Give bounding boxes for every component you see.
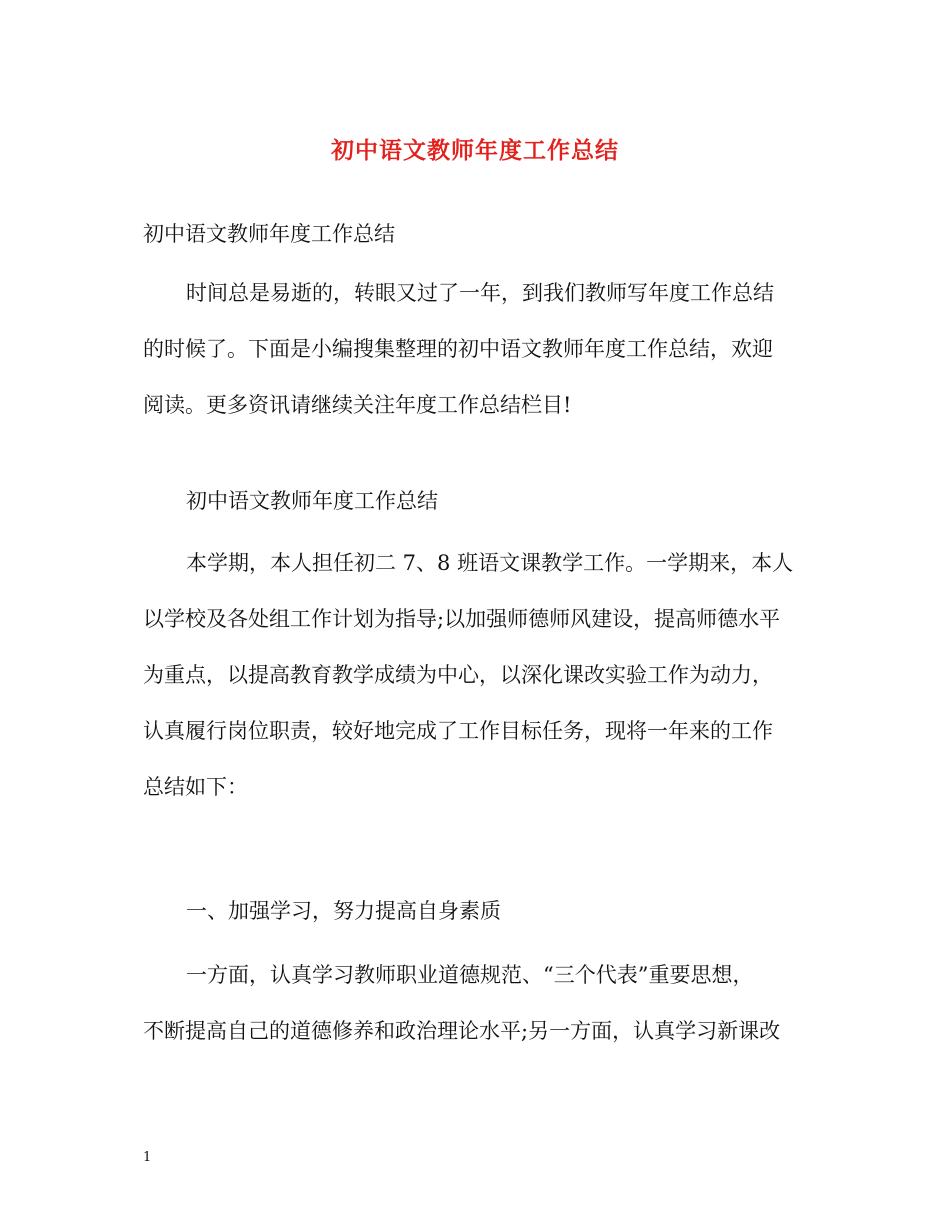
text-line: 初中语文教师年度工作总结 (186, 489, 438, 513)
text-line: 的时候了。下面是小编搜集整理的初中语文教师年度工作总结，欢迎 (143, 337, 773, 361)
subtitle-line (143, 206, 813, 262)
text-line: 认真履行岗位职责，较好地完成了工作目标任务，现将一年来的工作 (143, 719, 773, 743)
text-line: 一方面，认真学习教师职业道德规范、“三个代表”重要思想， (186, 963, 754, 987)
text-line: 为重点，以提高教育教学成绩为中心，以深化课改实验工作为动力， (143, 663, 773, 687)
section-heading (143, 473, 813, 529)
text-line: 阅读。更多资讯请继续关注年度工作总结栏目! (143, 393, 572, 417)
body-paragraph-2 (143, 947, 813, 1059)
text-line: 初中语文教师年度工作总结 (143, 222, 395, 246)
text-line: 不断提高自己的道德修养和政治理论水平;另一方面，认真学习新课改 (143, 1019, 781, 1043)
text-line: 本学期，本人担任初二 7、8 班语文课教学工作。一学期来，本人 (186, 551, 794, 575)
body-paragraph (143, 535, 813, 815)
intro-paragraph (143, 265, 813, 433)
page-number: 1 (143, 1150, 152, 1165)
text-line: 时间总是易逝的，转眼又过了一年，到我们教师写年度工作总结 (186, 281, 774, 305)
document-title: 初中语文教师年度工作总结 (331, 137, 619, 164)
numbered-heading (143, 883, 813, 939)
text-line: 一、加强学习，努力提高自身素质 (186, 899, 501, 923)
text-line: 以学校及各处组工作计划为指导;以加强师德师风建设，提高师德水平 (143, 607, 781, 631)
text-line: 总结如下： (143, 775, 248, 799)
